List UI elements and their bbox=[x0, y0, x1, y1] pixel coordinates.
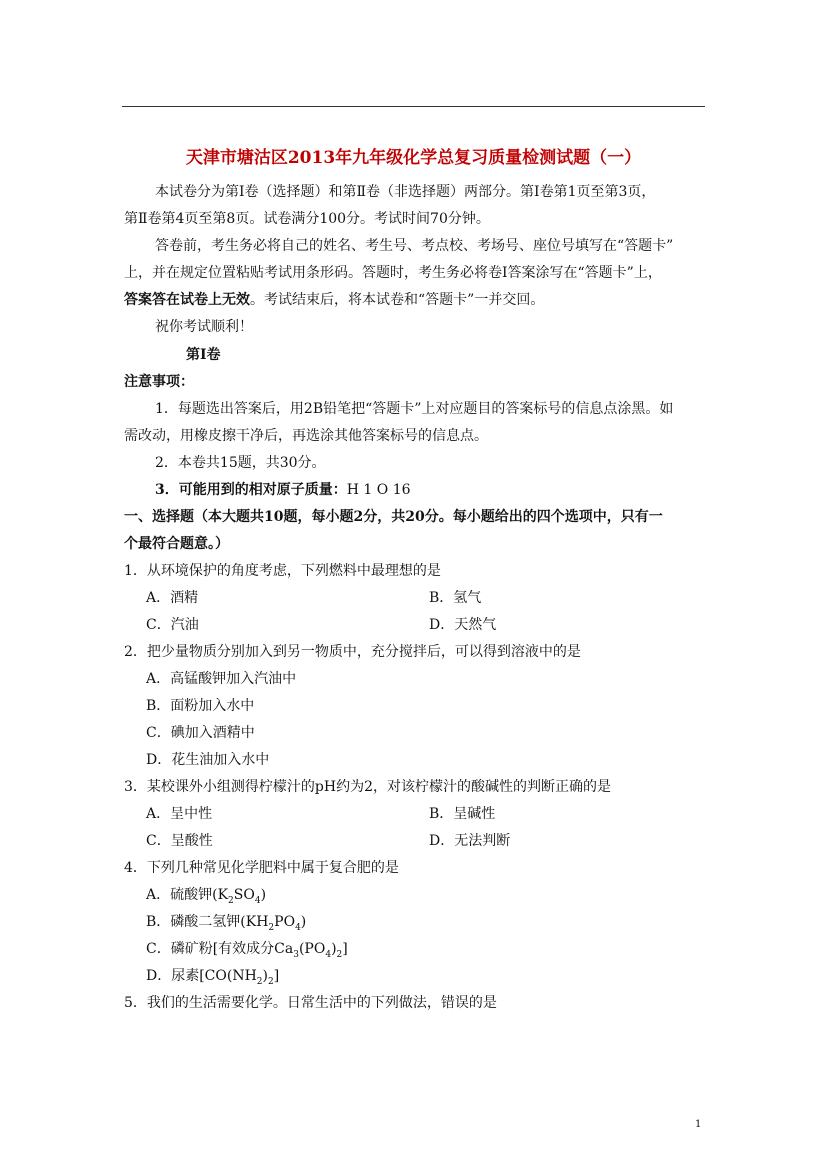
page-title: 天津市塘沽区2013年九年级化学总复习质量检测试题（一） bbox=[185, 148, 642, 168]
question-4-option-b: B．磷酸二氢钾$(KH_2PO_4)$ bbox=[146, 914, 307, 933]
question-3-option-b: B．呈碱性 bbox=[429, 806, 496, 822]
intro-line-5-rest: 。考试结束后，将本试卷和“答题卡”一并交回。 bbox=[250, 292, 545, 308]
note-atomic-mass-label: 3．可能用到的相对原子质量： bbox=[155, 482, 347, 498]
question-3-option-c: C．呈酸性 bbox=[146, 833, 213, 849]
question-2-option-c: C．碘加入酒精中 bbox=[146, 725, 255, 741]
part-heading-line-2: 个最符合题意。） bbox=[124, 536, 229, 552]
intro-line-4: 上，并在规定位置粘贴考试用条形码。答题时，考生务必将卷Ⅰ答案涂写在“答题卡”上， bbox=[124, 265, 662, 281]
note-atomic-mass-values: H 1 O 16 bbox=[346, 482, 411, 498]
question-4-option-a: A．硫酸钾$(K_2SO_4)$ bbox=[146, 887, 267, 906]
page-number: 1 bbox=[695, 1119, 702, 1130]
note-line-4 bbox=[155, 481, 411, 499]
question-2-option-a: A．高锰酸钾加入汽油中 bbox=[146, 671, 297, 687]
question-1-option-a: A．酒精 bbox=[146, 590, 199, 606]
question-3-option-a: A．呈中性 bbox=[146, 806, 213, 822]
note-line-1: 1．每题选出答案后，用2B铅笔把“答题卡”上对应题目的答案标号的信息点涂黑。如 bbox=[155, 401, 674, 417]
notes-title: 注意事项： bbox=[124, 374, 194, 390]
question-1-stem: 1．从环境保护的角度考虑，下列燃料中最理想的是 bbox=[124, 563, 441, 579]
question-4-option-d: D．尿素$[CO(NH_2)_2]$ bbox=[146, 968, 280, 987]
question-5-stem: 5．我们的生活需要化学。日常生活中的下列做法，错误的是 bbox=[124, 995, 497, 1011]
question-3-option-d: D．无法判断 bbox=[429, 833, 511, 849]
intro-good-luck: 祝你考试顺利！ bbox=[155, 319, 253, 335]
intro-line-3: 答卷前，考生务必将自己的姓名、考生号、考点校、考场号、座位号填写在“答题卡” bbox=[155, 238, 674, 254]
note-line-3: 2．本卷共15题，共30分。 bbox=[155, 455, 326, 471]
question-2-option-b: B．面粉加入水中 bbox=[146, 698, 255, 714]
header-rule bbox=[122, 106, 705, 107]
question-3-stem: 3．某校课外小组测得柠檬汁的pH约为2，对该柠檬汁的酸碱性的判断正确的是 bbox=[124, 779, 611, 795]
intro-warning: 答案答在试卷上无效 bbox=[124, 292, 250, 308]
question-1-option-c: C．汽油 bbox=[146, 617, 199, 633]
intro-line-2: 第Ⅱ卷第4页至第8页。试卷满分100分。考试时间70分钟。 bbox=[124, 211, 490, 227]
intro-line-1: 本试卷分为第Ⅰ卷（选择题）和第Ⅱ卷（非选择题）两部分。第Ⅰ卷第1页至第3页， bbox=[155, 184, 656, 200]
question-4-stem: 4．下列几种常见化学肥料中属于复合肥的是 bbox=[124, 860, 399, 876]
question-4-option-c: C．磷矿粉[有效成分$Ca_3(PO_4)_2$] bbox=[146, 941, 348, 960]
section-heading: 第Ⅰ卷 bbox=[186, 347, 221, 363]
question-1-option-b: B．氢气 bbox=[429, 590, 482, 606]
note-line-2: 需改动，用橡皮擦干净后，再选涂其他答案标号的信息点。 bbox=[124, 428, 488, 444]
question-2-option-d: D．花生油加入水中 bbox=[146, 752, 270, 768]
part-heading-line-1: 一、选择题（本大题共10题，每小题2分，共20分。每小题给出的四个选项中，只有一 bbox=[124, 509, 663, 525]
intro-line-5 bbox=[124, 291, 544, 309]
question-1-option-d: D．天然气 bbox=[429, 617, 497, 633]
question-2-stem: 2．把少量物质分别加入到另一物质中，充分搅拌后，可以得到溶液中的是 bbox=[124, 644, 581, 660]
